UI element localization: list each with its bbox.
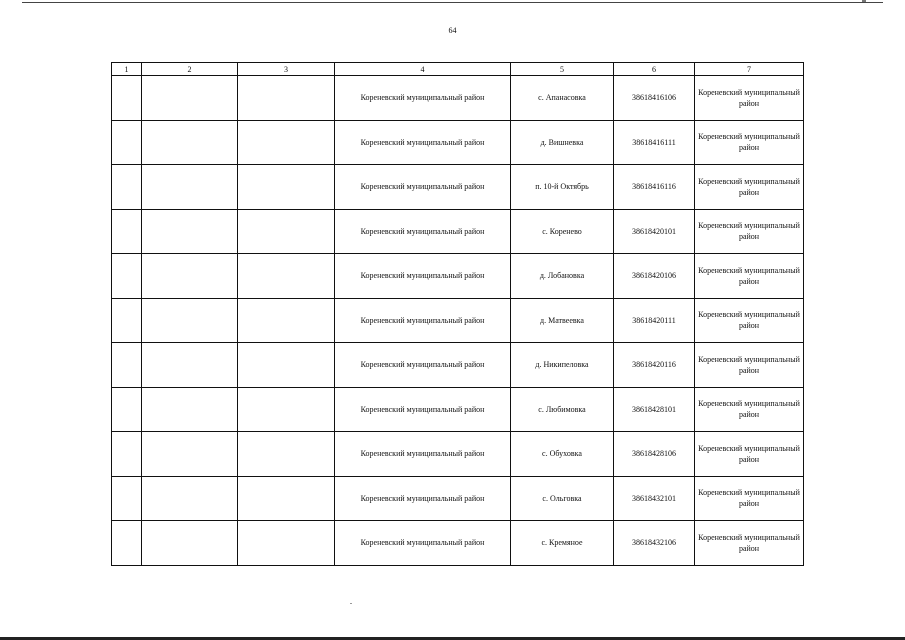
table-row	[112, 476, 804, 521]
column-header-1: 1	[112, 63, 142, 76]
table-body	[112, 76, 804, 566]
district-cell: Кореневский муниципальный район	[335, 298, 511, 343]
settlement-cell: с. Обуховка	[511, 432, 614, 477]
settlement-cell: с. Любимовка	[511, 387, 614, 432]
col-2-cell	[142, 254, 238, 299]
col-2-cell	[142, 76, 238, 121]
col-1-cell	[112, 120, 142, 165]
table-row	[112, 521, 804, 566]
document-table	[111, 62, 804, 566]
column-header-3: 3	[238, 63, 335, 76]
municipality-cell: Кореневский муниципальный район	[695, 254, 804, 299]
table-row	[112, 298, 804, 343]
col-2-cell	[142, 476, 238, 521]
col-3-cell	[238, 298, 335, 343]
oktmo-code-cell: 38618420106	[614, 254, 695, 299]
oktmo-code-cell: 38618432101	[614, 476, 695, 521]
table-row	[112, 120, 804, 165]
municipality-cell: Кореневский муниципальный район	[695, 209, 804, 254]
col-1-cell	[112, 476, 142, 521]
col-3-cell	[238, 254, 335, 299]
header-row	[112, 63, 804, 76]
col-2-cell	[142, 298, 238, 343]
municipality-cell: Кореневский муниципальный район	[695, 298, 804, 343]
table-header	[112, 63, 804, 76]
settlement-cell: с. Ольговка	[511, 476, 614, 521]
settlement-cell: с. Апанасовка	[511, 76, 614, 121]
settlement-cell: с. Коренево	[511, 209, 614, 254]
settlement-cell: д. Матвеевка	[511, 298, 614, 343]
col-2-cell	[142, 343, 238, 388]
col-3-cell	[238, 120, 335, 165]
col-3-cell	[238, 165, 335, 210]
oktmo-code-cell: 38618420116	[614, 343, 695, 388]
municipality-cell: Кореневский муниципальный район	[695, 76, 804, 121]
col-2-cell	[142, 521, 238, 566]
col-1-cell	[112, 165, 142, 210]
district-cell: Кореневский муниципальный район	[335, 432, 511, 477]
oktmo-code-cell: 38618432106	[614, 521, 695, 566]
col-3-cell	[238, 76, 335, 121]
table-row	[112, 343, 804, 388]
col-3-cell	[238, 209, 335, 254]
col-3-cell	[238, 432, 335, 477]
district-cell: Кореневский муниципальный район	[335, 476, 511, 521]
column-header-4: 4	[335, 63, 511, 76]
district-cell: Кореневский муниципальный район	[335, 254, 511, 299]
table-row	[112, 387, 804, 432]
col-1-cell	[112, 521, 142, 566]
col-1-cell	[112, 209, 142, 254]
col-3-cell	[238, 521, 335, 566]
district-cell: Кореневский муниципальный район	[335, 343, 511, 388]
page-number: 64	[448, 26, 457, 35]
column-header-2: 2	[142, 63, 238, 76]
col-2-cell	[142, 165, 238, 210]
col-1-cell	[112, 343, 142, 388]
col-1-cell	[112, 432, 142, 477]
page-top-border	[22, 2, 883, 3]
oktmo-code-cell: 38618428106	[614, 432, 695, 477]
municipality-cell: Кореневский муниципальный район	[695, 432, 804, 477]
col-2-cell	[142, 387, 238, 432]
col-3-cell	[238, 476, 335, 521]
scan-artifact	[350, 603, 352, 604]
oktmo-code-cell: 38618416106	[614, 76, 695, 121]
district-cell: Кореневский муниципальный район	[335, 165, 511, 210]
settlement-cell: с. Кремяное	[511, 521, 614, 566]
municipality-cell: Кореневский муниципальный район	[695, 343, 804, 388]
municipality-cell: Кореневский муниципальный район	[695, 521, 804, 566]
oktmo-code-cell: 38618420111	[614, 298, 695, 343]
table-row	[112, 76, 804, 121]
district-cell: Кореневский муниципальный район	[335, 521, 511, 566]
municipality-cell: Кореневский муниципальный район	[695, 165, 804, 210]
table-row	[112, 209, 804, 254]
oktmo-code-cell: 38618416111	[614, 120, 695, 165]
district-cell: Кореневский муниципальный район	[335, 209, 511, 254]
settlement-cell: д. Никипеловка	[511, 343, 614, 388]
settlement-cell: д. Вишневка	[511, 120, 614, 165]
col-2-cell	[142, 432, 238, 477]
col-2-cell	[142, 209, 238, 254]
oktmo-code-cell: 38618428101	[614, 387, 695, 432]
table-row	[112, 432, 804, 477]
district-cell: Кореневский муниципальный район	[335, 387, 511, 432]
oktmo-code-cell: 38618420101	[614, 209, 695, 254]
col-1-cell	[112, 387, 142, 432]
column-header-5: 5	[511, 63, 614, 76]
column-header-6: 6	[614, 63, 695, 76]
municipality-cell: Кореневский муниципальный район	[695, 476, 804, 521]
municipality-cell: Кореневский муниципальный район	[695, 120, 804, 165]
column-header-7: 7	[695, 63, 804, 76]
col-3-cell	[238, 343, 335, 388]
oktmo-code-cell: 38618416116	[614, 165, 695, 210]
col-1-cell	[112, 76, 142, 121]
municipality-cell: Кореневский муниципальный район	[695, 387, 804, 432]
col-1-cell	[112, 298, 142, 343]
table-row	[112, 254, 804, 299]
settlement-cell: д. Лобановка	[511, 254, 614, 299]
col-1-cell	[112, 254, 142, 299]
table-row	[112, 165, 804, 210]
district-cell: Кореневский муниципальный район	[335, 120, 511, 165]
district-cell: Кореневский муниципальный район	[335, 76, 511, 121]
col-2-cell	[142, 120, 238, 165]
col-3-cell	[238, 387, 335, 432]
scan-artifact	[862, 0, 866, 2]
settlement-cell: п. 10-й Октябрь	[511, 165, 614, 210]
